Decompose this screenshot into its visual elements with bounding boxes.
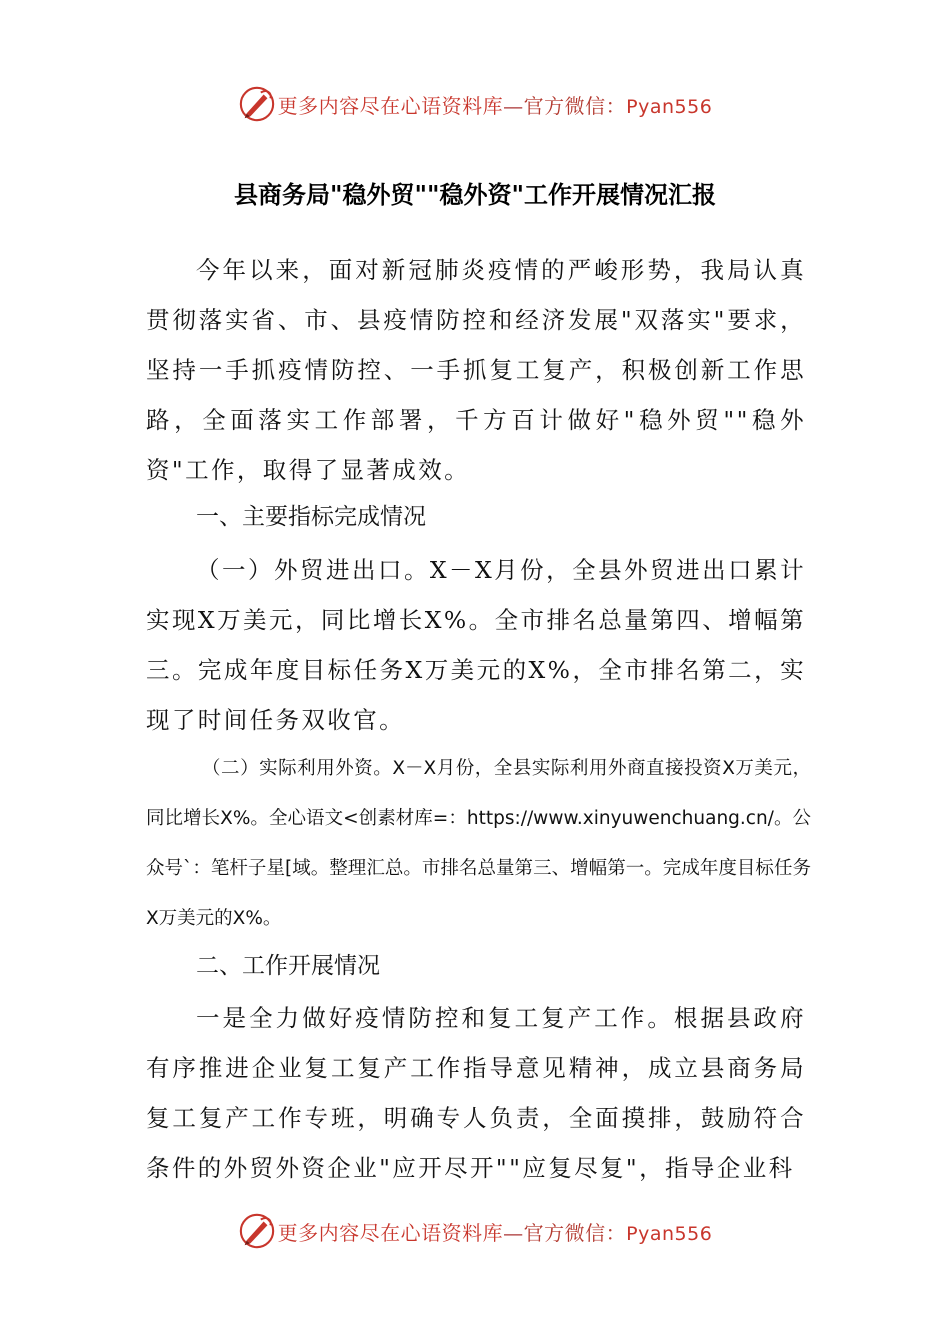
section2-heading: 二、工作开展情况 bbox=[196, 953, 380, 979]
foreign-investment-paragraph: （二）实际利用外资。X－X月份，全县实际利用外商直接投资X万美元，同比增长X%。全心语文<创素材库=：https://www.xinyuwenchuang.cn/。公众号`：笔杆子星[域。整理汇总。市排名总量第三、增幅第一。完成年度目标任务X万美元的X%。 bbox=[146, 758, 811, 929]
pen-logo-icon bbox=[238, 85, 276, 123]
watermark-banner-bottom bbox=[0, 1211, 950, 1251]
watermark-text: 更多内容尽在心语资料库—官方微信：Pyan556 bbox=[277, 93, 713, 118]
pen-logo-icon bbox=[238, 1212, 276, 1250]
intro-paragraph: 今年以来，面对新冠肺炎疫情的严峻形势，我局认真贯彻落实省、市、县疫情防控和经济发展"双落实"要求，坚持一手抓疫情防控、一手抓复工复产，积极创新工作思路，全面落实工作部署，千方百计做好"稳外贸""稳外资"工作，取得了显著成效。 bbox=[146, 256, 806, 484]
watermark-banner-top bbox=[0, 84, 950, 124]
watermark-text: 更多内容尽在心语资料库—官方微信：Pyan556 bbox=[277, 1220, 713, 1245]
foreign-trade-paragraph: （一）外贸进出口。X－X月份，全县外贸进出口累计实现X万美元，同比增长X%。全市排名总量第四、增幅第三。完成年度目标任务X万美元的X%，全市排名第二，实现了时间任务双收官。 bbox=[146, 556, 806, 734]
section1-heading: 一、主要指标完成情况 bbox=[196, 504, 426, 530]
epidemic-control-paragraph: 一是全力做好疫情防控和复工复产工作。根据县政府有序推进企业复工复产工作指导意见精神，成立县商务局复工复产工作专班，明确专人负责，全面摸排，鼓励符合条件的外贸外资企业"应开尽开""应复尽复"，指导企业科 bbox=[146, 1004, 806, 1182]
document-title: 县商务局"稳外贸""稳外资"工作开展情况汇报 bbox=[233, 180, 716, 209]
